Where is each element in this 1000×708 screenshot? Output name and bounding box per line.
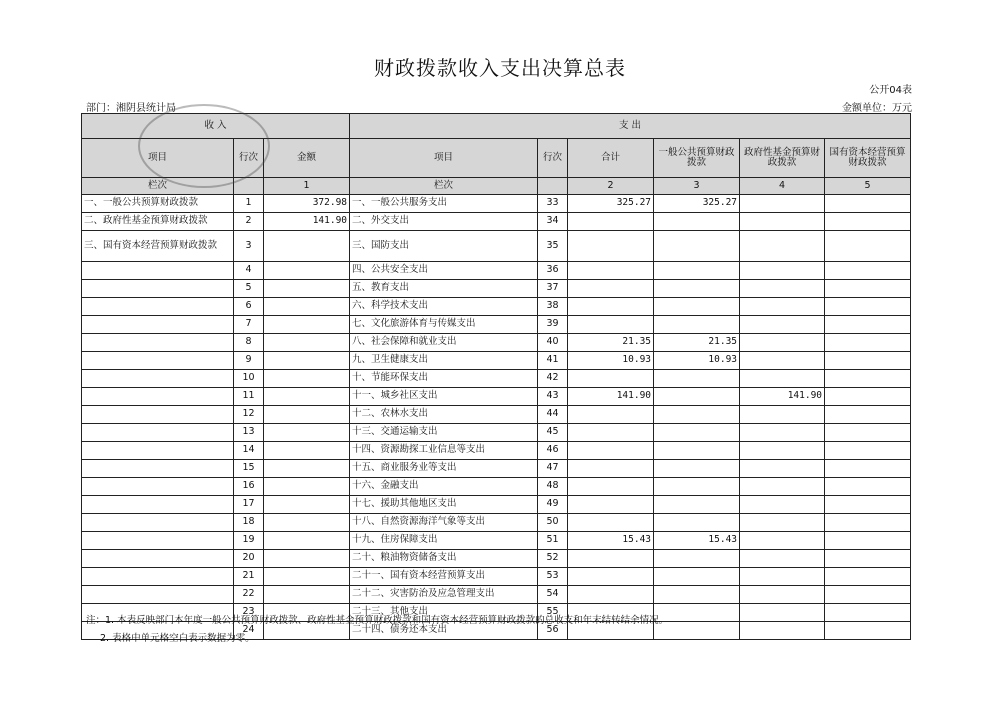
income-row-no-cell: 22 — [234, 586, 264, 604]
soe-budget-cell — [825, 532, 911, 550]
total-cell — [568, 460, 654, 478]
expense-item-cell: 四、公共安全支出 — [350, 262, 538, 280]
soe-budget-cell — [825, 496, 911, 514]
sub-label-income: 栏次 — [82, 178, 234, 195]
total-cell — [568, 370, 654, 388]
expense-item-cell: 七、文化旅游体育与传媒支出 — [350, 316, 538, 334]
note-1: 注：1. 本表反映部门本年度一般公共预算财政拨款、政府性基金预算财政拨款和国有资本经营预算财政拨款的总收支和年末结转结余情况。 — [86, 615, 669, 626]
general-budget-cell — [654, 586, 740, 604]
col-expense-item: 项目 — [350, 139, 538, 178]
general-budget-cell: 21.35 — [654, 334, 740, 352]
expense-item-cell: 十一、城乡社区支出 — [350, 388, 538, 406]
expense-row-no-cell: 38 — [538, 298, 568, 316]
income-amount-cell — [264, 334, 350, 352]
form-number: 公开04表 — [869, 85, 912, 96]
fund-budget-cell — [740, 406, 825, 424]
table-row — [82, 213, 911, 231]
expense-item-cell: 二十二、灾害防治及应急管理支出 — [350, 586, 538, 604]
income-amount-cell: 372.98 — [264, 195, 350, 213]
income-amount-cell — [264, 280, 350, 298]
expense-row-no-cell: 34 — [538, 213, 568, 231]
table-row — [82, 568, 911, 586]
income-item-cell — [82, 298, 234, 316]
income-row-no-cell: 21 — [234, 568, 264, 586]
general-budget-cell — [654, 550, 740, 568]
income-item-cell — [82, 280, 234, 298]
general-budget-cell — [654, 388, 740, 406]
expense-row-no-cell: 54 — [538, 586, 568, 604]
income-item-cell — [82, 424, 234, 442]
total-cell — [568, 262, 654, 280]
sub-label-expense: 栏次 — [350, 178, 538, 195]
expense-item-cell: 十五、商业服务业等支出 — [350, 460, 538, 478]
table-row — [82, 280, 911, 298]
total-cell: 15.43 — [568, 532, 654, 550]
fund-budget-cell — [740, 514, 825, 532]
income-row-no-cell: 4 — [234, 262, 264, 280]
expense-item-cell: 八、社会保障和就业支出 — [350, 334, 538, 352]
fund-budget-cell: 141.90 — [740, 388, 825, 406]
expense-item-cell: 十七、援助其他地区支出 — [350, 496, 538, 514]
expense-item-cell: 十二、农林水支出 — [350, 406, 538, 424]
table-row — [82, 478, 911, 496]
department-label: 部门：湘阴县统计局 — [86, 103, 176, 114]
total-cell: 141.90 — [568, 388, 654, 406]
col-income-item: 项目 — [82, 139, 234, 178]
expense-row-no-cell: 50 — [538, 514, 568, 532]
fund-budget-cell — [740, 298, 825, 316]
soe-budget-cell — [825, 622, 911, 640]
soe-budget-cell — [825, 388, 911, 406]
income-amount-cell — [264, 586, 350, 604]
budget-table — [81, 113, 911, 640]
fund-budget-cell — [740, 370, 825, 388]
sub-col-5: 5 — [825, 178, 911, 195]
total-cell — [568, 406, 654, 424]
fund-budget-cell — [740, 231, 825, 262]
sub-col-4: 4 — [740, 178, 825, 195]
general-budget-cell — [654, 406, 740, 424]
col-soe-budget: 国有资本经营预算财政拨款 — [825, 139, 911, 178]
soe-budget-cell — [825, 586, 911, 604]
table-row — [82, 262, 911, 280]
table-row — [82, 388, 911, 406]
expense-item-cell: 十六、金融支出 — [350, 478, 538, 496]
expense-item-cell: 十三、交通运输支出 — [350, 424, 538, 442]
sub-col-3: 3 — [654, 178, 740, 195]
income-row-no-cell: 17 — [234, 496, 264, 514]
income-amount-cell — [264, 442, 350, 460]
income-item-cell — [82, 352, 234, 370]
expense-item-cell: 十、节能环保支出 — [350, 370, 538, 388]
income-row-no-cell: 24 — [234, 622, 264, 640]
income-item-cell — [82, 388, 234, 406]
soe-budget-cell — [825, 442, 911, 460]
expense-row-no-cell: 47 — [538, 460, 568, 478]
expense-row-no-cell: 36 — [538, 262, 568, 280]
total-cell — [568, 550, 654, 568]
general-budget-cell — [654, 514, 740, 532]
fund-budget-cell — [740, 316, 825, 334]
table-row — [82, 514, 911, 532]
expense-item-cell: 二十、粮油物资储备支出 — [350, 550, 538, 568]
income-amount-cell — [264, 568, 350, 586]
expense-row-no-cell: 53 — [538, 568, 568, 586]
expense-row-no-cell: 55 — [538, 604, 568, 622]
income-item-cell — [82, 586, 234, 604]
sub-empty — [538, 178, 568, 195]
soe-budget-cell — [825, 352, 911, 370]
expense-row-no-cell: 35 — [538, 231, 568, 262]
soe-budget-cell — [825, 231, 911, 262]
expense-item-cell: 十九、住房保障支出 — [350, 532, 538, 550]
soe-budget-cell — [825, 213, 911, 231]
soe-budget-cell — [825, 280, 911, 298]
expense-item-cell: 二十一、国有资本经营预算支出 — [350, 568, 538, 586]
report-title: 财政拨款收入支出决算总表 — [374, 56, 626, 80]
expense-item-cell: 六、科学技术支出 — [350, 298, 538, 316]
table-row — [82, 496, 911, 514]
expense-item-cell: 五、教育支出 — [350, 280, 538, 298]
soe-budget-cell — [825, 604, 911, 622]
soe-budget-cell — [825, 424, 911, 442]
total-cell — [568, 586, 654, 604]
fund-budget-cell — [740, 568, 825, 586]
general-budget-cell — [654, 370, 740, 388]
soe-budget-cell — [825, 370, 911, 388]
sub-col-1: 1 — [264, 178, 350, 195]
total-cell — [568, 298, 654, 316]
income-amount-cell — [264, 316, 350, 334]
income-row-no-cell: 2 — [234, 213, 264, 231]
expense-row-no-cell: 56 — [538, 622, 568, 640]
soe-budget-cell — [825, 460, 911, 478]
unit-label: 金额单位：万元 — [842, 103, 912, 114]
expense-item-cell: 二十三、其他支出 — [350, 604, 538, 622]
expense-item-cell: 二、外交支出 — [350, 213, 538, 231]
soe-budget-cell — [825, 334, 911, 352]
table-row — [82, 424, 911, 442]
income-amount-cell — [264, 388, 350, 406]
expense-item-cell: 十四、资源勘探工业信息等支出 — [350, 442, 538, 460]
note-2: 2. 表格中单元格空白表示数据为零。 — [100, 633, 255, 644]
income-amount-cell — [264, 370, 350, 388]
income-item-cell: 三、国有资本经营预算财政拨款 — [82, 231, 234, 262]
expense-row-no-cell: 51 — [538, 532, 568, 550]
income-row-no-cell: 13 — [234, 424, 264, 442]
fund-budget-cell — [740, 532, 825, 550]
total-cell: 21.35 — [568, 334, 654, 352]
income-row-no-cell: 11 — [234, 388, 264, 406]
expense-row-no-cell: 41 — [538, 352, 568, 370]
total-cell — [568, 213, 654, 231]
fund-budget-cell — [740, 550, 825, 568]
general-budget-cell — [654, 280, 740, 298]
total-cell: 325.27 — [568, 195, 654, 213]
fund-budget-cell — [740, 334, 825, 352]
income-item-cell — [82, 262, 234, 280]
income-item-cell — [82, 568, 234, 586]
fund-budget-cell — [740, 478, 825, 496]
expense-row-no-cell: 45 — [538, 424, 568, 442]
income-item-cell — [82, 334, 234, 352]
table-row — [82, 550, 911, 568]
soe-budget-cell — [825, 406, 911, 424]
table-row — [82, 298, 911, 316]
income-amount-cell — [264, 514, 350, 532]
income-item-cell — [82, 316, 234, 334]
expense-row-no-cell: 43 — [538, 388, 568, 406]
income-item-cell — [82, 514, 234, 532]
income-row-no-cell: 19 — [234, 532, 264, 550]
total-cell — [568, 442, 654, 460]
income-amount-cell — [264, 406, 350, 424]
fund-budget-cell — [740, 262, 825, 280]
sub-empty — [234, 178, 264, 195]
income-item-cell: 二、政府性基金预算财政拨款 — [82, 213, 234, 231]
expense-row-no-cell: 49 — [538, 496, 568, 514]
fund-budget-cell — [740, 213, 825, 231]
income-amount-cell — [264, 424, 350, 442]
table-row — [82, 316, 911, 334]
expense-row-no-cell: 39 — [538, 316, 568, 334]
income-row-no-cell: 8 — [234, 334, 264, 352]
expense-row-no-cell: 46 — [538, 442, 568, 460]
total-cell — [568, 568, 654, 586]
expense-row-no-cell: 44 — [538, 406, 568, 424]
col-general-budget: 一般公共预算财政拨款 — [654, 139, 740, 178]
expense-item-cell: 十八、自然资源海洋气象等支出 — [350, 514, 538, 532]
income-item-cell — [82, 460, 234, 478]
general-budget-cell — [654, 262, 740, 280]
expense-item-cell: 一、一般公共服务支出 — [350, 195, 538, 213]
soe-budget-cell — [825, 478, 911, 496]
fund-budget-cell — [740, 622, 825, 640]
general-budget-cell — [654, 298, 740, 316]
expense-group-header: 支 出 — [350, 114, 911, 139]
fund-budget-cell — [740, 442, 825, 460]
col-fund-budget: 政府性基金预算财政拨款 — [740, 139, 825, 178]
table-row — [82, 352, 911, 370]
total-cell — [568, 280, 654, 298]
soe-budget-cell — [825, 298, 911, 316]
income-amount-cell — [264, 231, 350, 262]
income-item-cell: 一、一般公共预算财政拨款 — [82, 195, 234, 213]
general-budget-cell — [654, 478, 740, 496]
col-income-row-no: 行次 — [234, 139, 264, 178]
expense-item-cell: 九、卫生健康支出 — [350, 352, 538, 370]
sub-col-2: 2 — [568, 178, 654, 195]
income-row-no-cell: 7 — [234, 316, 264, 334]
income-row-no-cell: 18 — [234, 514, 264, 532]
general-budget-cell — [654, 231, 740, 262]
footnotes — [86, 612, 668, 648]
total-cell — [568, 478, 654, 496]
income-row-no-cell: 10 — [234, 370, 264, 388]
table-row — [82, 195, 911, 213]
income-row-no-cell: 12 — [234, 406, 264, 424]
fund-budget-cell — [740, 496, 825, 514]
income-amount-cell — [264, 532, 350, 550]
col-expense-row-no: 行次 — [538, 139, 568, 178]
col-income-amount: 金额 — [264, 139, 350, 178]
income-item-cell — [82, 370, 234, 388]
expense-row-no-cell: 52 — [538, 550, 568, 568]
income-row-no-cell: 16 — [234, 478, 264, 496]
income-item-cell — [82, 550, 234, 568]
table-row — [82, 586, 911, 604]
income-amount-cell — [264, 460, 350, 478]
income-item-cell — [82, 406, 234, 424]
fund-budget-cell — [740, 424, 825, 442]
income-amount-cell — [264, 496, 350, 514]
income-row-no-cell: 3 — [234, 231, 264, 262]
income-amount-cell — [264, 352, 350, 370]
income-item-cell — [82, 532, 234, 550]
general-budget-cell — [654, 442, 740, 460]
income-amount-cell: 141.90 — [264, 213, 350, 231]
income-row-no-cell: 23 — [234, 604, 264, 622]
income-item-cell — [82, 496, 234, 514]
general-budget-cell: 15.43 — [654, 532, 740, 550]
table-row — [82, 370, 911, 388]
income-item-cell — [82, 478, 234, 496]
total-cell — [568, 316, 654, 334]
income-amount-cell — [264, 478, 350, 496]
income-amount-cell — [264, 298, 350, 316]
general-budget-cell — [654, 213, 740, 231]
expense-row-no-cell: 40 — [538, 334, 568, 352]
total-cell — [568, 496, 654, 514]
income-row-no-cell: 5 — [234, 280, 264, 298]
expense-row-no-cell: 37 — [538, 280, 568, 298]
soe-budget-cell — [825, 195, 911, 213]
fund-budget-cell — [740, 586, 825, 604]
table-row — [82, 532, 911, 550]
income-group-header: 收 入 — [82, 114, 350, 139]
fund-budget-cell — [740, 195, 825, 213]
income-row-no-cell: 14 — [234, 442, 264, 460]
expense-item-cell: 三、国防支出 — [350, 231, 538, 262]
soe-budget-cell — [825, 568, 911, 586]
expense-row-no-cell: 48 — [538, 478, 568, 496]
total-cell — [568, 514, 654, 532]
income-row-no-cell: 9 — [234, 352, 264, 370]
general-budget-cell: 10.93 — [654, 352, 740, 370]
general-budget-cell — [654, 568, 740, 586]
table-row — [82, 406, 911, 424]
income-row-no-cell: 6 — [234, 298, 264, 316]
total-cell — [568, 424, 654, 442]
soe-budget-cell — [825, 262, 911, 280]
general-budget-cell — [654, 316, 740, 334]
total-cell — [568, 231, 654, 262]
soe-budget-cell — [825, 550, 911, 568]
fund-budget-cell — [740, 460, 825, 478]
income-item-cell — [82, 442, 234, 460]
fund-budget-cell — [740, 352, 825, 370]
income-amount-cell — [264, 262, 350, 280]
expense-item-cell: 二十四、债务还本支出 — [350, 622, 538, 640]
table-row — [82, 442, 911, 460]
soe-budget-cell — [825, 514, 911, 532]
total-cell: 10.93 — [568, 352, 654, 370]
income-row-no-cell: 15 — [234, 460, 264, 478]
col-total: 合计 — [568, 139, 654, 178]
expense-row-no-cell: 33 — [538, 195, 568, 213]
table-row — [82, 334, 911, 352]
general-budget-cell — [654, 496, 740, 514]
soe-budget-cell — [825, 316, 911, 334]
general-budget-cell — [654, 424, 740, 442]
fund-budget-cell — [740, 604, 825, 622]
table-row — [82, 231, 911, 262]
income-amount-cell — [264, 550, 350, 568]
income-row-no-cell: 20 — [234, 550, 264, 568]
table-row — [82, 460, 911, 478]
general-budget-cell — [654, 460, 740, 478]
fund-budget-cell — [740, 280, 825, 298]
income-row-no-cell: 1 — [234, 195, 264, 213]
expense-row-no-cell: 42 — [538, 370, 568, 388]
general-budget-cell: 325.27 — [654, 195, 740, 213]
